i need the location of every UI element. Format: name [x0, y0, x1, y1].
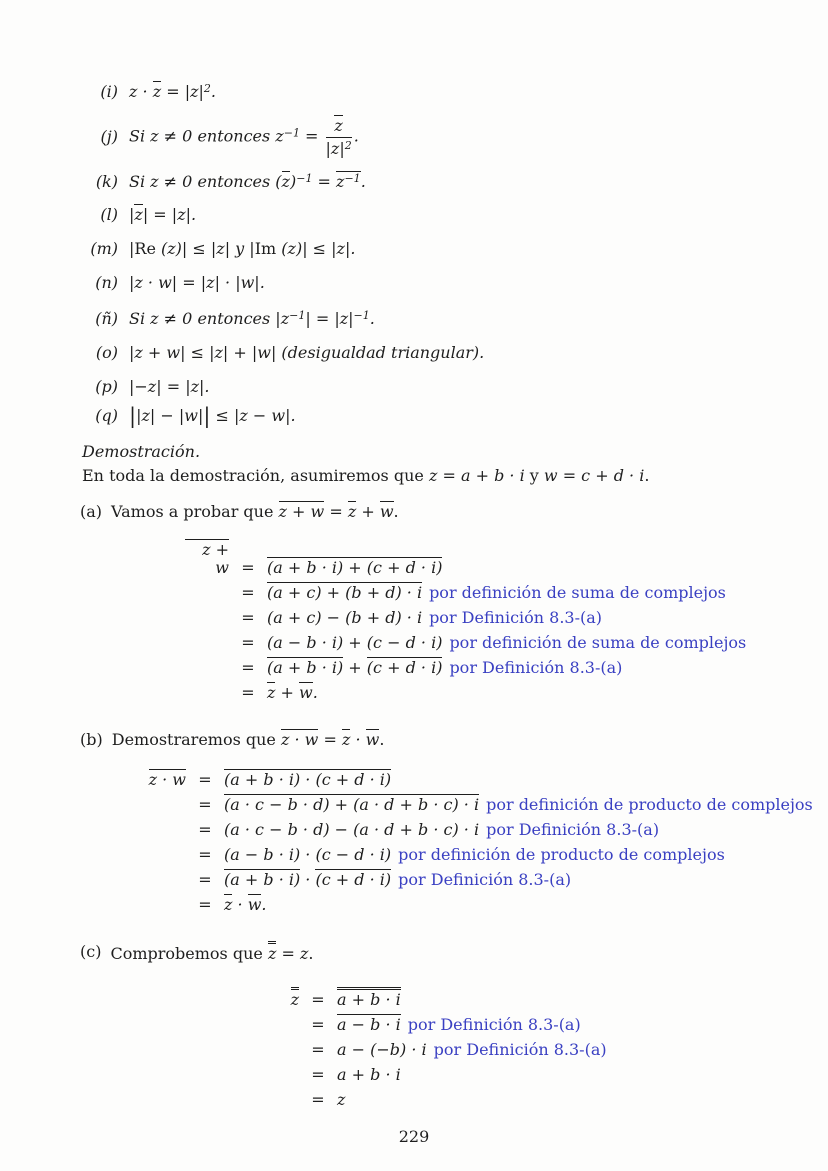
- equation-row: [255, 1012, 828, 1037]
- math-text: z: [224, 894, 233, 914]
- math-text: [336, 172, 361, 191]
- equation-rhs: [224, 892, 267, 917]
- math-text: ·: [350, 729, 366, 749]
- equals-sign: =: [198, 794, 212, 814]
- equation-row: [255, 1087, 828, 1112]
- equation-note: por Definición 8.3-(a): [486, 819, 660, 839]
- property-math: [129, 305, 375, 330]
- properties-list: [76, 78, 828, 427]
- math-text: (a − b · i) · (c − d · i): [224, 844, 392, 864]
- math-text: (a · c − b · d) + (a · d + b · c) · i: [224, 794, 480, 814]
- equals-sign: =: [198, 894, 212, 914]
- overline: [279, 501, 325, 521]
- overline: [267, 557, 442, 577]
- property-math: [129, 78, 216, 103]
- superscript: −1: [296, 172, 313, 185]
- equation-row: [185, 605, 828, 630]
- math-text: ·: [232, 894, 248, 914]
- equation-note: por definición de producto de complejos: [398, 844, 725, 864]
- math-text: (a + b · i): [224, 869, 301, 889]
- overline: [282, 171, 290, 191]
- equation-row: [185, 580, 828, 605]
- math-text: .: [379, 729, 385, 749]
- math-text: z: [334, 116, 343, 135]
- equation-block-c: [255, 987, 828, 1112]
- math-text: En toda la demostración, asumiremos que: [82, 466, 429, 485]
- math-text: =: [312, 172, 337, 191]
- fraction-numerator: [326, 115, 352, 138]
- equals-sign: =: [311, 1039, 325, 1059]
- equation-rhs: [224, 867, 571, 892]
- equals-sign: =: [198, 819, 212, 839]
- math-text: z: [281, 172, 290, 191]
- overline: [337, 987, 401, 1009]
- equation-row: [142, 842, 828, 867]
- property-math: [129, 405, 296, 427]
- equation-rhs: [337, 1037, 607, 1062]
- math-text: | = |z|: [305, 309, 354, 328]
- overline: [334, 115, 342, 135]
- math-text: z: [267, 943, 277, 963]
- math-text: w: [299, 682, 313, 702]
- math-text: w: [365, 729, 380, 749]
- equation-lhs: [255, 987, 299, 1012]
- math-text: (a + c) + (b + d) · i: [267, 582, 423, 602]
- superscript: 2: [344, 139, 352, 152]
- math-text: a + b · i: [337, 989, 401, 1009]
- equals-sign: =: [241, 657, 255, 677]
- math-text: z = a + b · i: [428, 466, 525, 485]
- math-text: =: [299, 126, 324, 146]
- equation-rhs: [267, 655, 622, 680]
- page-number: 229: [398, 1126, 430, 1146]
- math-text: z: [267, 682, 276, 702]
- part-a-heading: [80, 501, 828, 523]
- math-text: z: [341, 729, 351, 749]
- equation-rhs: [267, 605, 602, 630]
- overline: [267, 657, 343, 677]
- equals-sign: =: [241, 632, 255, 652]
- equation-note: por Definición 8.3-(a): [429, 607, 603, 627]
- property-label: (o): [95, 343, 118, 362]
- equation-rhs: [337, 987, 401, 1012]
- math-text: +: [356, 502, 380, 521]
- math-text: (a · c − b · d) − (a · d + b · c) · i: [224, 819, 480, 839]
- overline: [248, 894, 262, 914]
- math-text: | = |z|.: [142, 205, 197, 224]
- superscript: 2: [203, 82, 211, 95]
- math-text: ≤ |z − w|.: [210, 406, 296, 425]
- property-label: (q): [95, 406, 118, 425]
- property-item: [76, 405, 828, 427]
- property-item: [76, 342, 828, 364]
- part-b-heading: [80, 729, 828, 751]
- property-math: [129, 115, 359, 159]
- equals-sign: =: [311, 1014, 325, 1034]
- equation-rhs: [267, 680, 318, 705]
- property-label: (j): [100, 126, 118, 146]
- math-text: |: [203, 404, 211, 428]
- math-text: .: [312, 682, 318, 702]
- math-text: |: [129, 205, 135, 224]
- math-text: (a − b · i) + (c − d · i): [267, 632, 443, 652]
- property-label: (i): [100, 82, 118, 101]
- part-b-label: (b): [80, 729, 103, 749]
- math-text: w = c + d · i: [543, 466, 645, 485]
- overline: [281, 729, 318, 749]
- math-text: w: [247, 894, 262, 914]
- fraction-denominator: [326, 138, 352, 159]
- overline: [149, 769, 186, 789]
- property-math: [129, 204, 196, 226]
- math-text: |z + w| ≤ |z| + |w| (desigualdad triangular).: [129, 343, 485, 362]
- superscript: −1: [283, 126, 300, 140]
- equation-row: [185, 630, 828, 655]
- equation-row: [142, 867, 828, 892]
- property-item: [76, 168, 828, 193]
- equation-note: por definición de producto de complejos: [486, 794, 813, 814]
- superscript: −1: [353, 309, 370, 322]
- fraction: [326, 115, 352, 159]
- math-text: (a + c) − (b + d) · i: [267, 607, 423, 627]
- overline: [224, 794, 479, 814]
- property-item: [76, 238, 828, 260]
- equals-sign: =: [241, 557, 255, 577]
- part-a-statement: [111, 501, 399, 523]
- property-label: (l): [100, 205, 118, 224]
- property-item: [76, 272, 828, 294]
- math-text: Re: [134, 239, 156, 258]
- overline: [224, 769, 391, 789]
- equation-block-a: [185, 539, 828, 705]
- equation-note: por Definición 8.3-(a): [407, 1014, 581, 1034]
- math-text: z + w: [202, 540, 229, 577]
- property-math: [129, 168, 366, 193]
- property-label: (ñ): [95, 309, 118, 328]
- math-text: z · w: [280, 729, 319, 749]
- overline: [337, 989, 401, 1009]
- math-text: y: [524, 466, 544, 485]
- math-text: |z|: [325, 139, 345, 158]
- equation-row: [142, 767, 828, 792]
- overline: [291, 989, 299, 1009]
- equation-rhs: [267, 630, 746, 655]
- equals-sign: =: [241, 582, 255, 602]
- math-text: |z · w| = |z| · |w|.: [129, 273, 265, 292]
- equation-row: [255, 1037, 828, 1062]
- part-c-heading: [80, 941, 828, 965]
- math-text: = |z|: [161, 82, 204, 101]
- math-text: |: [129, 404, 137, 428]
- math-text: .: [353, 126, 359, 146]
- math-text: Si z ≠ 0 entonces z: [129, 126, 284, 146]
- equals-sign: =: [241, 682, 255, 702]
- overline: [224, 869, 300, 889]
- equation-row: [185, 680, 828, 705]
- overline: [134, 204, 142, 224]
- equals-sign: =: [198, 869, 212, 889]
- math-text: .: [360, 172, 366, 191]
- math-text: ): [289, 172, 297, 191]
- equation-row: [255, 1062, 828, 1087]
- equals-sign: =: [198, 844, 212, 864]
- equation-note: por definición de suma de complejos: [449, 632, 747, 652]
- math-text: .: [393, 502, 399, 521]
- overline: [337, 1014, 401, 1034]
- equation-note: por definición de suma de complejos: [429, 582, 726, 602]
- equation-row: [185, 539, 828, 580]
- overline: [185, 539, 229, 576]
- equals-sign: =: [311, 1064, 325, 1084]
- math-text: .: [308, 943, 314, 963]
- math-text: (z)| ≤ |z|.: [276, 239, 356, 258]
- math-text: (z)| ≤ |z| y |: [155, 239, 255, 258]
- math-text: .: [261, 894, 267, 914]
- math-text: z: [347, 502, 357, 521]
- math-text: =: [318, 729, 342, 749]
- equals-sign: =: [198, 769, 212, 789]
- proof-part-c: [0, 941, 828, 1112]
- property-item: [76, 204, 828, 226]
- equation-row: [142, 817, 828, 842]
- math-text: Si z ≠ 0 entonces |z: [129, 309, 290, 328]
- math-text: z + w: [278, 502, 325, 521]
- equation-note: por Definición 8.3-(a): [449, 657, 623, 677]
- math-text: |: [129, 239, 135, 258]
- math-text: +: [275, 682, 300, 702]
- math-text: w: [379, 502, 394, 521]
- math-text: (a + b · i) · (c + d · i): [224, 769, 392, 789]
- part-c-label: (c): [80, 941, 102, 961]
- math-text: .: [369, 309, 375, 328]
- math-text: .: [210, 82, 217, 101]
- math-text: Si z ≠ 0 entonces (: [129, 172, 282, 191]
- equation-note: por Definición 8.3-(a): [398, 869, 572, 889]
- equals-sign: =: [311, 1089, 325, 1109]
- proof-part-b: [0, 729, 828, 917]
- part-c-statement: [110, 941, 313, 965]
- overline: [380, 501, 394, 521]
- math-text: (a + b · i): [267, 657, 344, 677]
- equation-rhs: [337, 1062, 401, 1087]
- math-text: =: [324, 502, 348, 521]
- math-text: a − b · i: [337, 1014, 401, 1034]
- math-text: z: [337, 1089, 346, 1109]
- equation-rhs: [224, 842, 725, 867]
- math-text: ·: [300, 869, 316, 889]
- property-label: (m): [90, 239, 118, 258]
- math-text: z: [134, 205, 143, 224]
- equals-sign: =: [241, 607, 255, 627]
- math-text: .: [644, 466, 650, 485]
- overline: [315, 869, 391, 889]
- equals-sign: =: [311, 989, 325, 1009]
- property-item: [76, 376, 828, 398]
- equation-rhs: [337, 1087, 345, 1112]
- property-math: [129, 238, 355, 260]
- equation-rhs: [267, 580, 726, 605]
- equation-rhs: [337, 1012, 581, 1037]
- math-text: (c + d · i): [315, 869, 392, 889]
- property-item: [76, 78, 828, 103]
- equation-rhs: [224, 767, 391, 792]
- property-item: [76, 115, 828, 159]
- proof-part-a: [0, 501, 828, 705]
- property-label: (n): [95, 273, 118, 292]
- math-text: +: [343, 657, 367, 677]
- proof-intro: [82, 465, 828, 487]
- property-math: [129, 272, 265, 294]
- overline: [336, 171, 361, 191]
- equation-note: por Definición 8.3-(a): [433, 1039, 607, 1059]
- math-text: z: [152, 82, 162, 101]
- math-text: |z| − |w|: [136, 406, 204, 425]
- property-math: [129, 342, 484, 364]
- overline: [153, 81, 161, 101]
- math-text: Vamos a probar que: [111, 502, 279, 521]
- superscript: −1: [289, 309, 306, 322]
- math-text: =: [276, 943, 300, 963]
- equation-rhs: [224, 792, 813, 817]
- math-text: a − (−b) · i: [337, 1039, 427, 1059]
- overline: [366, 729, 380, 749]
- math-text: Demostraremos que: [111, 729, 281, 749]
- part-a-label: (a): [80, 502, 103, 521]
- property-math: [129, 376, 210, 398]
- math-text: Comprobemos que: [110, 943, 268, 963]
- equation-row: [255, 987, 828, 1012]
- math-text: z ·: [129, 82, 153, 101]
- math-text: z: [336, 172, 345, 191]
- equation-row: [142, 792, 828, 817]
- property-label: (k): [95, 172, 118, 191]
- proof-title: Demostración.: [82, 442, 201, 461]
- equation-lhs: [142, 767, 186, 792]
- overline: [291, 987, 299, 1009]
- equation-row: [142, 892, 828, 917]
- math-text: z: [299, 943, 309, 963]
- math-text: |−z| = |z|.: [129, 377, 210, 396]
- math-text: z · w: [148, 769, 186, 789]
- overline: [299, 682, 313, 702]
- math-text: (a + b · i) + (c + d · i): [267, 557, 443, 577]
- property-item: [76, 305, 828, 330]
- equation-row: [185, 655, 828, 680]
- equation-rhs: [267, 555, 442, 580]
- math-text: Im: [254, 239, 277, 258]
- overline: [267, 582, 422, 602]
- equation-block-b: [142, 767, 828, 917]
- overline: [367, 657, 443, 677]
- equation-lhs: [185, 539, 229, 580]
- overline: [348, 501, 356, 521]
- math-text: (c + d · i): [366, 657, 443, 677]
- math-text: a + b · i: [337, 1064, 401, 1084]
- property-label: (p): [95, 377, 118, 396]
- part-b-statement: [112, 729, 385, 751]
- equation-rhs: [224, 817, 659, 842]
- math-text: z: [290, 989, 299, 1009]
- superscript: −1: [344, 172, 361, 185]
